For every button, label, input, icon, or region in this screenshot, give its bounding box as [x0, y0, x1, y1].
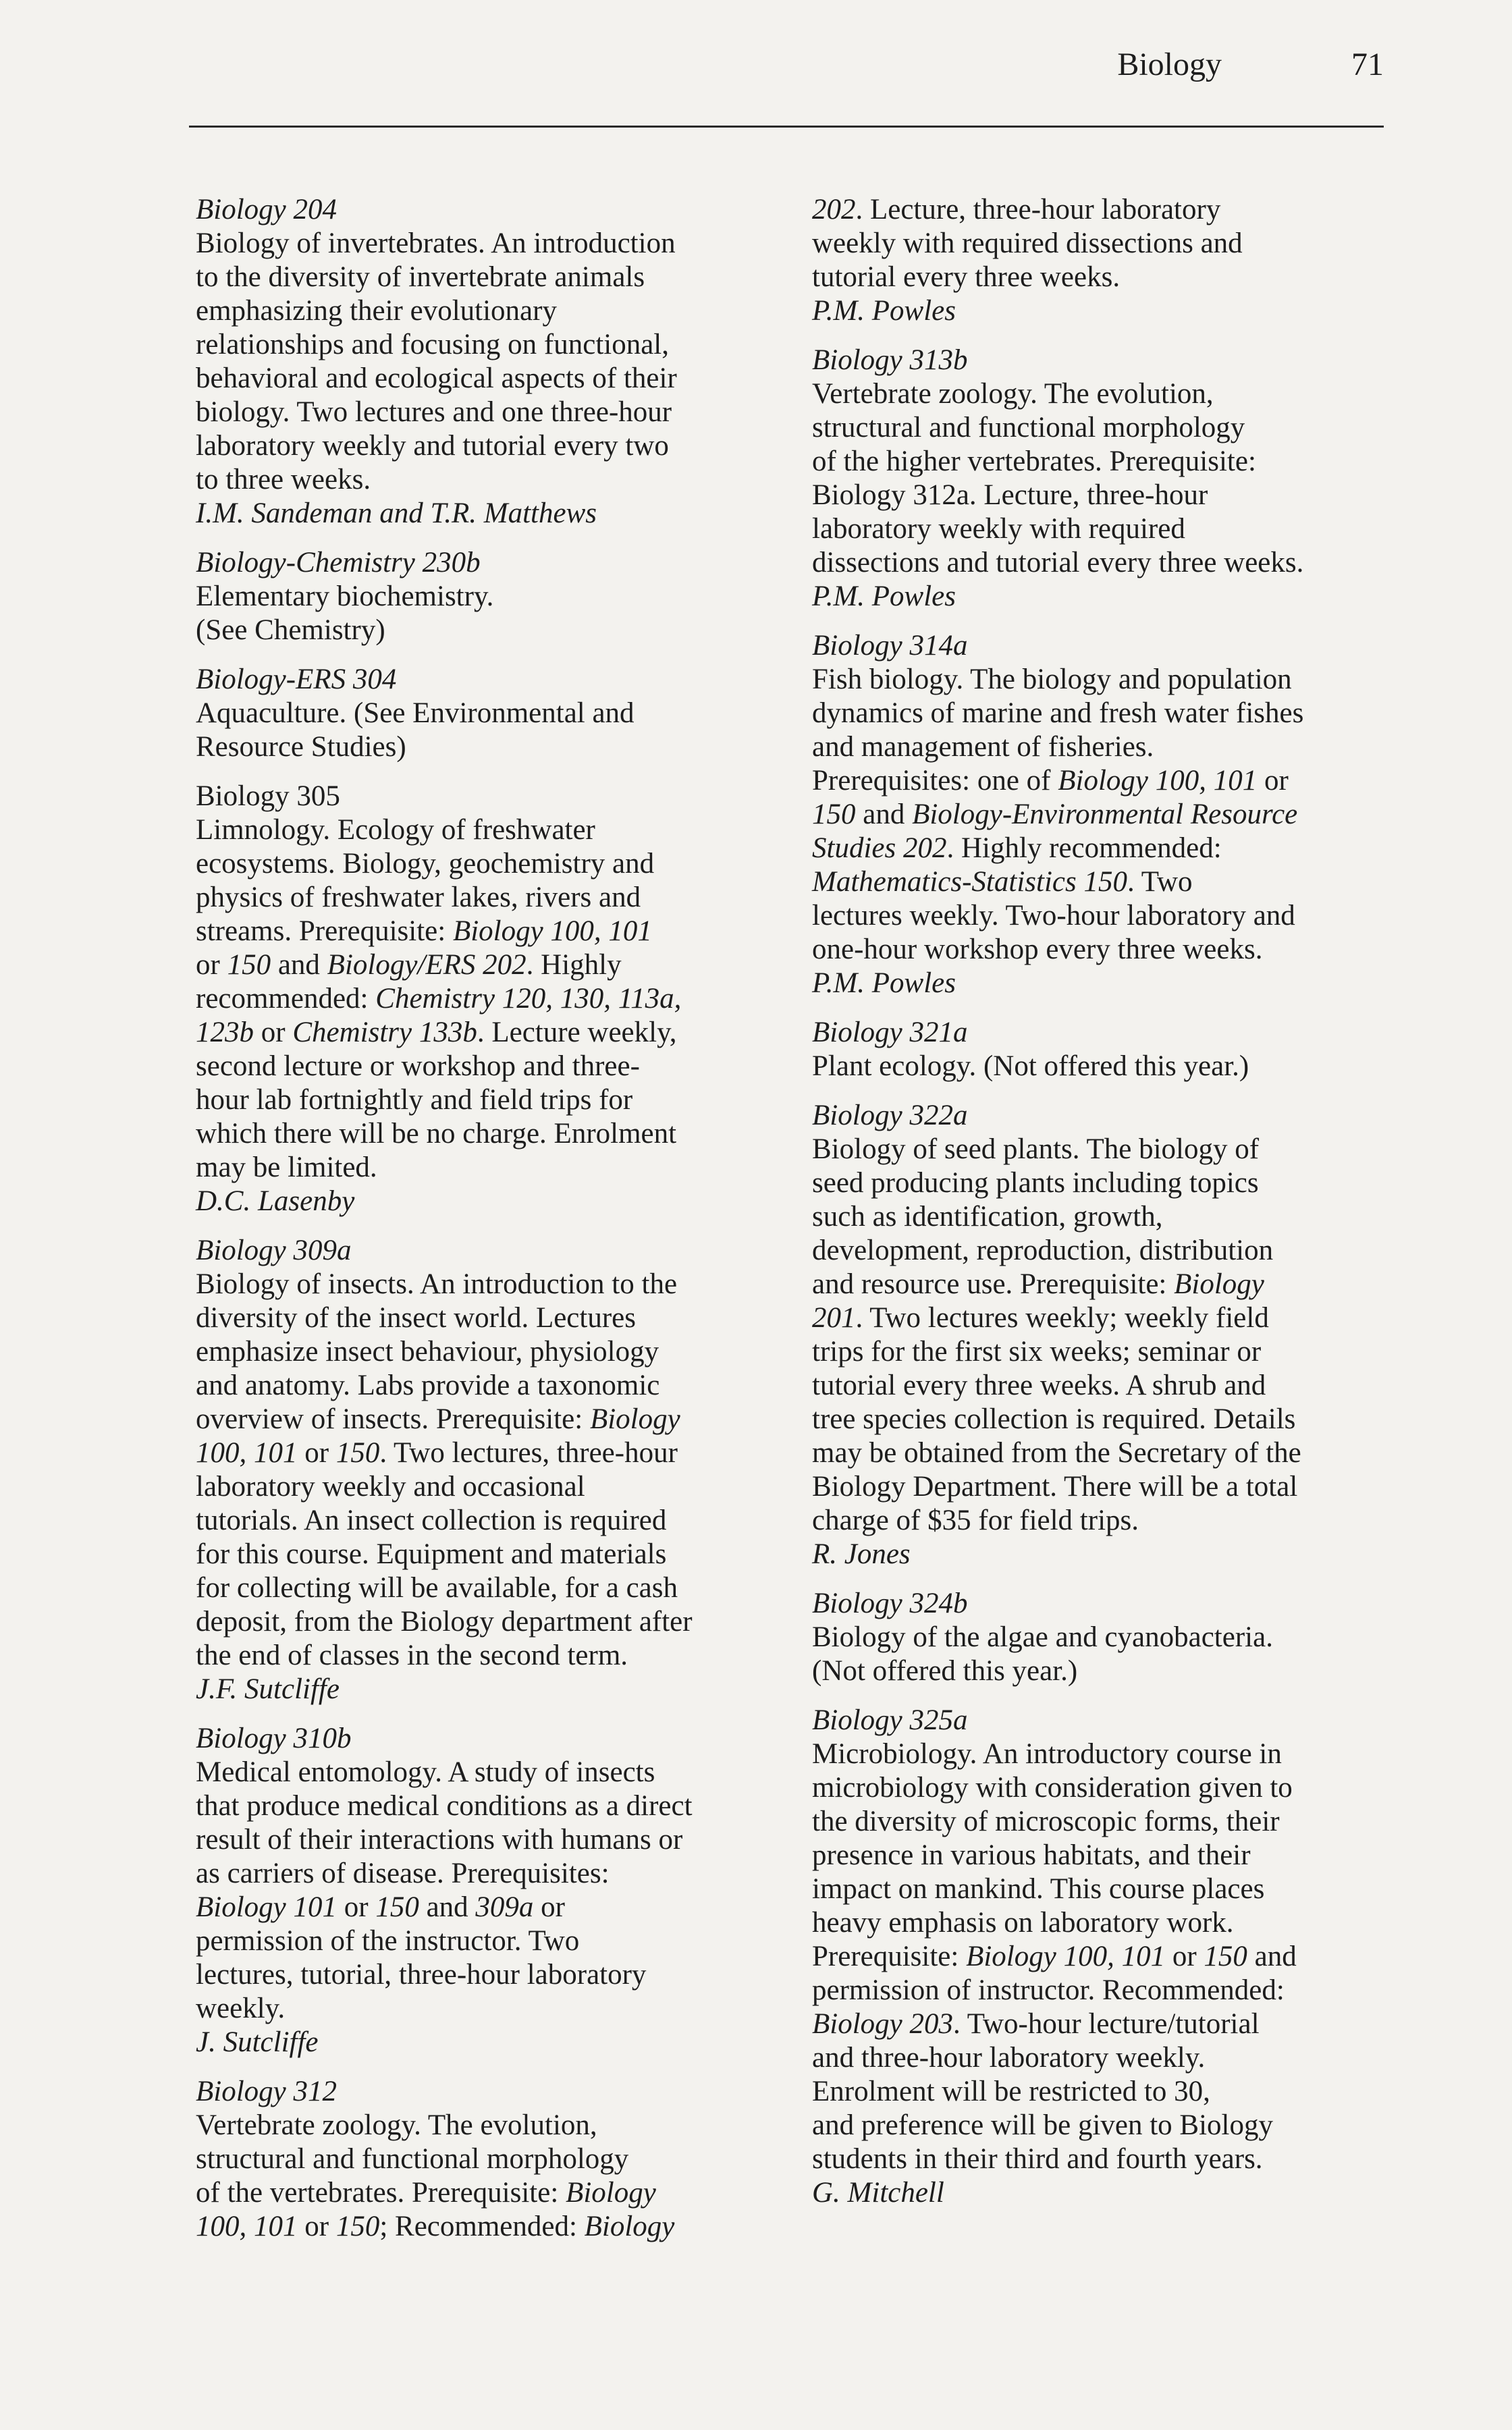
- course-code: Biology 324b: [812, 1588, 968, 1619]
- course-entry: [196, 780, 770, 1218]
- course-description: Vertebrate zoology. The evolution, structural and functional morphology of the vertebrates. Prerequisite: Biology 100, 101 or 150; Recommended: Biology: [196, 2109, 675, 2242]
- course-code: Biology 322a: [812, 1100, 968, 1131]
- right-column: [812, 193, 1382, 2225]
- course-entry: [812, 629, 1382, 1000]
- course-entry: [196, 663, 770, 764]
- course-description: Biology of invertebrates. An introduction to the diversity of invertebrate animals emphasizing their evolutionary relationships and focusing on functional, behavioral and ecological aspects of their biology. Two lectures and one three-hour laboratory weekly and tutorial every two to three weeks.: [196, 227, 677, 495]
- course-instructor: J. Sutcliffe: [196, 2026, 319, 2058]
- course-instructor: P.M. Powles: [812, 295, 956, 327]
- course-description: Limnology. Ecology of freshwater ecosystems. Biology, geochemistry and physics of freshwater lakes, rivers and streams. Prerequisite: Biology 100, 101 or 150 and Biology/ERS 202. Highly recommended: Chemistry 120, 130, 113a, 123b or Chemistry 133b. Lecture weekly, second lecture or workshop and three- hour lab fortnightly and field trips for which there will be no charge. Enrolment may be limited.: [196, 814, 682, 1183]
- course-code: Biology 321a: [812, 1017, 968, 1048]
- course-entry: [196, 2075, 770, 2244]
- course-entry: [812, 344, 1382, 614]
- course-description: Microbiology. An introductory course in microbiology with consideration given to the diversity of microscopic forms, their presence in various habitats, and their impact on mankind. This course places heavy emphasis on laboratory work. Prerequisite: Biology 100, 101 or 150 and permission of instructor. Recommended: Biology 203. Two-hour lecture/tutorial and three-hour laboratory weekly. Enrolment will be restricted to 30, and preference will be given to Biology students in their third and fourth years.: [812, 1738, 1297, 2175]
- course-entry: [812, 1704, 1382, 2210]
- course-description: Fish biology. The biology and population dynamics of marine and fresh water fishes and management of fisheries. Prerequisites: one of Biology 100, 101 or 150 and Biology-Environmental Resource Studies 202. Highly recommended: Mathematics-Statistics 150. Two lectures weekly. Two-hour laboratory and one-hour workshop every three weeks.: [812, 664, 1304, 965]
- course-entry: [196, 193, 770, 531]
- course-instructor: P.M. Powles: [812, 580, 956, 612]
- course-instructor: G. Mitchell: [812, 2177, 944, 2209]
- header-rule: [189, 126, 1384, 128]
- course-instructor: J.F. Sutcliffe: [196, 1673, 340, 1705]
- course-code: Biology-ERS 304: [196, 664, 397, 695]
- course-code: Biology 312: [196, 2076, 337, 2107]
- course-description: 202. Lecture, three-hour laboratory weekly with required dissections and tutorial every three weeks.: [812, 194, 1243, 293]
- course-entry: [196, 546, 770, 647]
- course-code: Biology 310b: [196, 1723, 352, 1754]
- course-entry: [812, 1099, 1382, 1571]
- course-code: Biology 313b: [812, 344, 968, 376]
- course-description: Elementary biochemistry. (See Chemistry): [196, 580, 494, 646]
- course-description: Biology of seed plants. The biology of seed producing plants including topics such as identification, growth, development, reproduction, distribution and resource use. Prerequisite: Biology 201. Two lectures weekly; weekly field trips for the first six weeks; seminar or tutorial every three weeks. A shrub and tree species collection is required. Details may be obtained from the Secretary of the Biology Department. There will be a total charge of $35 for field trips.: [812, 1133, 1301, 1536]
- course-entry: [812, 193, 1382, 328]
- course-instructor: P.M. Powles: [812, 967, 956, 999]
- course-instructor: R. Jones: [812, 1538, 911, 1570]
- course-description: Medical entomology. A study of insects that produce medical conditions as a direct result of their interactions with humans or as carriers of disease. Prerequisites: Biology 101 or 150 and 309a or permission of the instructor. Two lectures, tutorial, three-hour laboratory weekly.: [196, 1756, 693, 2024]
- course-code: Biology 314a: [812, 630, 968, 662]
- course-code: Biology-Chemistry 230b: [196, 547, 481, 578]
- course-description: Biology of the algae and cyanobacteria. (Not offered this year.): [812, 1621, 1273, 1687]
- course-entry: [812, 1016, 1382, 1083]
- course-description: Biology of insects. An introduction to the diversity of the insect world. Lectures emphasize insect behaviour, physiology and anatomy. Labs provide a taxonomic overview of insects. Prerequisite: Biology 100, 101 or 150. Two lectures, three-hour laboratory weekly and occasional tutorials. An insect collection is required for this course. Equipment and materials for collecting will be available, for a cash deposit, from the Biology department after the end of classes in the second term.: [196, 1268, 693, 1671]
- course-code: Biology 204: [196, 194, 337, 225]
- page-number: 71: [1351, 47, 1384, 82]
- course-code: Biology 325a: [812, 1704, 968, 1736]
- course-entry: [196, 1234, 770, 1706]
- page-header: [189, 45, 1384, 85]
- course-description: Vertebrate zoology. The evolution, structural and functional morphology of the higher vertebrates. Prerequisite: Biology 312a. Lecture, three-hour laboratory weekly with required dissections and tutorial every three weeks.: [812, 378, 1304, 578]
- course-description: Plant ecology. (Not offered this year.): [812, 1050, 1249, 1082]
- left-column: [196, 193, 770, 2259]
- course-code: Biology 305: [196, 780, 340, 812]
- course-entry: [812, 1587, 1382, 1688]
- course-code: Biology 309a: [196, 1235, 352, 1266]
- running-head-section: Biology: [1117, 47, 1222, 82]
- course-entry: [196, 1722, 770, 2059]
- course-instructor: I.M. Sandeman and T.R. Matthews: [196, 497, 597, 529]
- course-description: Aquaculture. (See Environmental and Resource Studies): [196, 697, 634, 763]
- course-instructor: D.C. Lasenby: [196, 1185, 355, 1217]
